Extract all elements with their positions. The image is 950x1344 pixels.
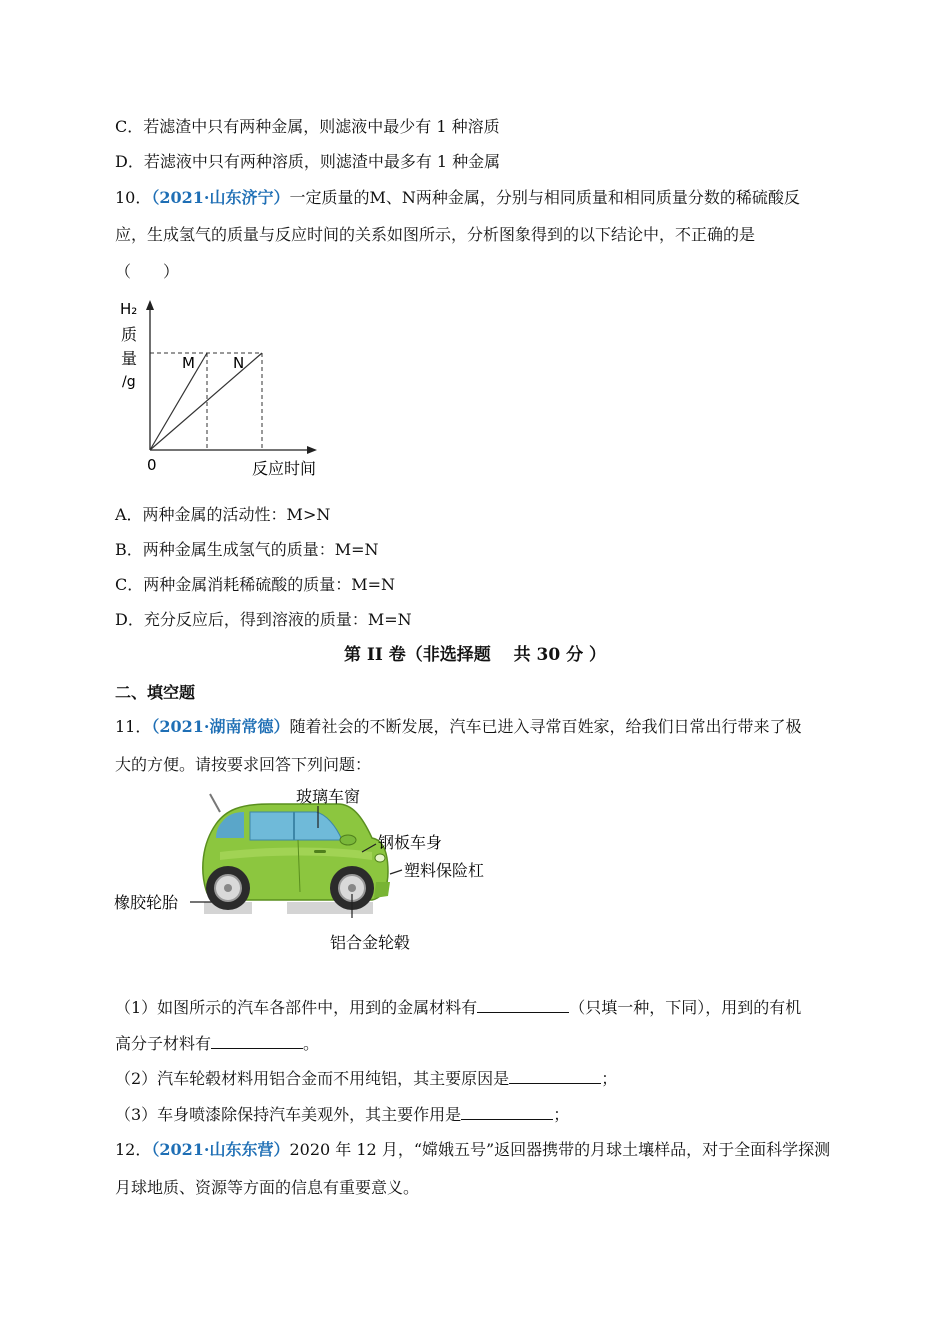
q10-answer-paren: （ ） xyxy=(115,262,180,281)
graph-y-arrow xyxy=(146,300,154,310)
q11-blank-purpose[interactable] xyxy=(461,1105,553,1120)
car-mirror xyxy=(340,835,356,845)
q10-source: （2021·山东济宁） xyxy=(151,188,290,207)
leader-plastic xyxy=(390,870,402,874)
graph-ylabel-liang: 量 xyxy=(121,349,138,368)
q11-sub2-text-b: ； xyxy=(601,1069,618,1088)
q12-number: 12． xyxy=(115,1140,152,1159)
q11-car-figure xyxy=(110,782,510,957)
q10-stem-line2: 应，生成氢气的质量与反应时间的关系如图所示，分析图象得到的以下结论中，不正确的是 xyxy=(115,225,756,244)
q12-stem-line1 xyxy=(115,1140,830,1160)
q11-sub1-text-a: （1）如图所示的汽车各部件中，用到的金属材料有 xyxy=(115,998,478,1017)
q11-sub1-text-b: （只填一种，下同），用到的有机 xyxy=(569,998,802,1017)
car-wheel-rear-hub xyxy=(224,884,232,892)
q11-sub1-line2 xyxy=(115,1034,319,1054)
car-label-steel: 钢板车身 xyxy=(378,833,443,852)
q12-source: （2021·山东东营） xyxy=(151,1140,290,1159)
q11-sub1-text-c: 高分子材料有 xyxy=(115,1034,212,1053)
car-label-glass: 玻璃车窗 xyxy=(296,787,361,806)
q11-sub1-text-d: 。 xyxy=(303,1034,320,1053)
q11-sub2 xyxy=(115,1069,617,1089)
q11-sub3 xyxy=(115,1105,569,1125)
graph-ylabel-unit: /g xyxy=(122,374,136,390)
q11-stem-line1 xyxy=(115,717,802,737)
graph-x-arrow xyxy=(307,446,317,454)
q11-sub2-text-a: （2）汽车轮毂材料用铝合金而不用纯铝，其主要原因是 xyxy=(115,1069,510,1088)
car-bumper xyxy=(374,882,390,898)
q10-option-d: D．充分反应后，得到溶液的质量：M=N xyxy=(115,610,412,629)
q9-option-c: C．若滤渣中只有两种金属，则滤液中最少有 1 种溶质 xyxy=(115,117,500,136)
q11-sub3-text-b: ； xyxy=(553,1105,570,1124)
car-wheel-front-hub xyxy=(348,884,356,892)
graph-ylabel-h2: H₂ xyxy=(120,300,138,318)
q10-option-a: A．两种金属的活动性：M>N xyxy=(115,505,331,524)
q11-blank-polymer[interactable] xyxy=(211,1034,303,1049)
car-label-rubber: 橡胶轮胎 xyxy=(114,893,179,912)
graph-xlabel: 反应时间 xyxy=(252,459,317,478)
car-antenna xyxy=(210,794,220,812)
graph-line-n xyxy=(150,353,262,450)
q11-source: （2021·湖南常德） xyxy=(151,717,290,736)
q11-blank-reason[interactable] xyxy=(509,1069,601,1084)
q11-blank-metal[interactable] xyxy=(477,998,569,1013)
graph-label-m: M xyxy=(182,354,195,372)
q11-text1: 随着社会的不断发展，汽车已进入寻常百姓家，给我们日常出行带来了极 xyxy=(289,717,802,736)
q10-number: 10． xyxy=(115,188,152,207)
section-title: 二、填空题 xyxy=(115,683,196,702)
q11-stem-line2: 大的方便。请按要求回答下列问题： xyxy=(115,755,372,774)
q12-text1: 2020 年 12 月，“嫦娥五号”返回器携带的月球土壤样品，对于全面科学探测 xyxy=(289,1140,831,1159)
q12-stem-line2: 月球地质、资源等方面的信息有重要意义。 xyxy=(115,1178,420,1197)
q10-option-c: C．两种金属消耗稀硫酸的质量：M=N xyxy=(115,575,396,594)
car-headlight xyxy=(375,854,385,862)
car-rear-window xyxy=(216,812,244,838)
car-label-plastic: 塑料保险杠 xyxy=(404,861,485,880)
graph-label-n: N xyxy=(233,354,245,372)
q11-sub3-text-a: （3）车身喷漆除保持汽车美观外，其主要作用是 xyxy=(115,1105,462,1124)
q11-sub1-line1 xyxy=(115,998,801,1018)
graph-line-m xyxy=(150,353,207,450)
q10-graph xyxy=(112,292,342,482)
car-door-handle xyxy=(314,850,326,853)
car-label-alloy: 铝合金轮毂 xyxy=(330,933,411,952)
graph-origin: 0 xyxy=(147,456,157,474)
q11-number: 11． xyxy=(115,717,152,736)
q10-text1: 一定质量的M、N两种金属，分别与相同质量和相同质量分数的稀硫酸反 xyxy=(289,188,800,207)
graph-ylabel-zhi: 质 xyxy=(121,325,138,344)
q9-option-d: D．若滤液中只有两种溶质，则滤渣中最多有 1 种金属 xyxy=(115,152,501,171)
part2-title: 第 II 卷（非选择题 共 30 分 ） xyxy=(343,645,607,665)
q10-option-b: B．两种金属生成氢气的质量：M=N xyxy=(115,540,379,559)
q10-stem-line1 xyxy=(115,188,800,208)
